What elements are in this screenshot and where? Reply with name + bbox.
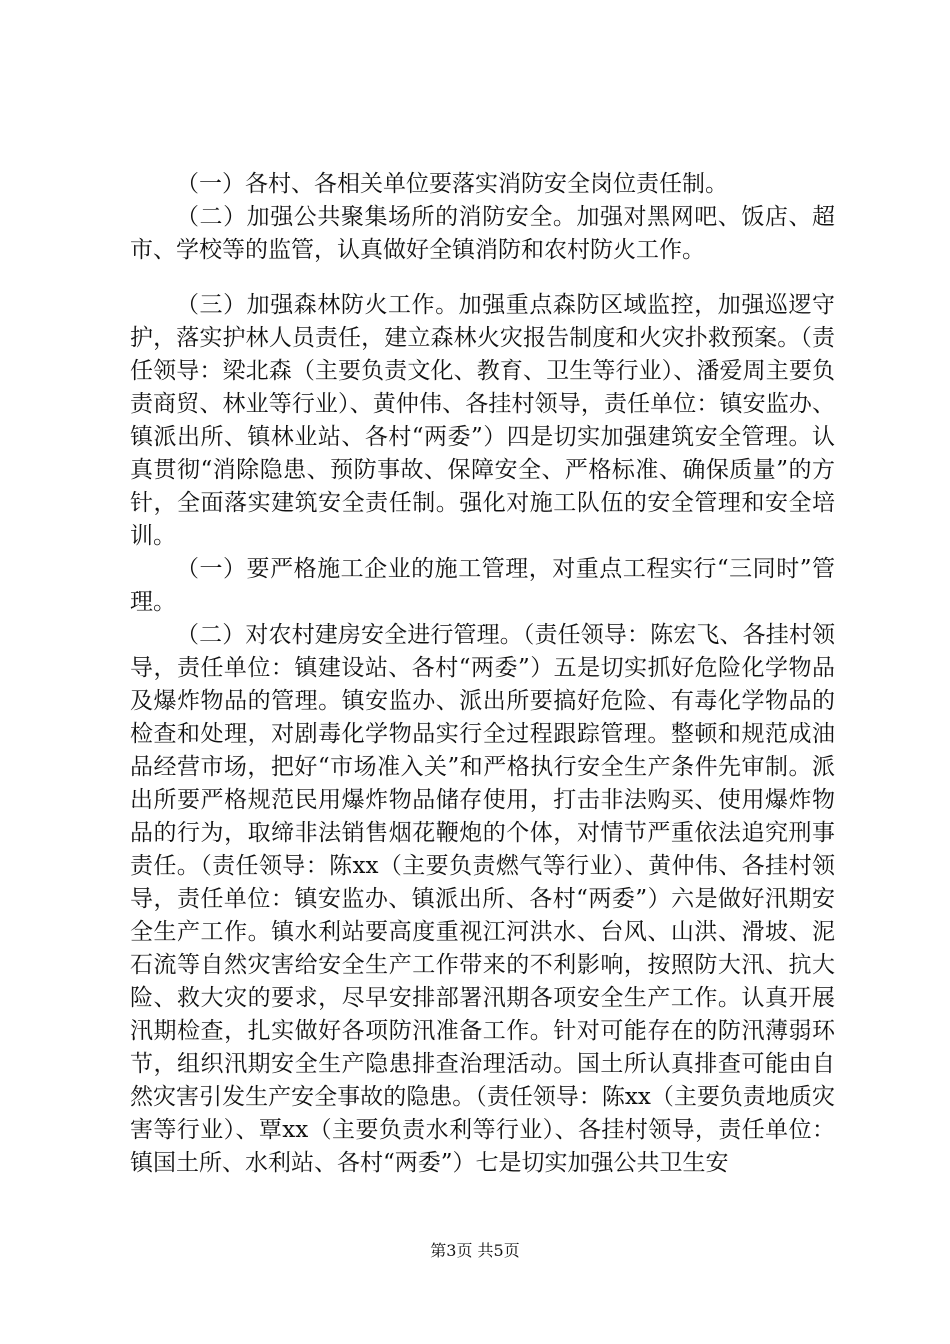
- paragraph-1: （一）各村、各相关单位要落实消防安全岗位责任制。: [176, 171, 728, 197]
- paragraph-2: （二）加强公共聚集场所的消防安全。加强对黑网吧、饭店、超市、学校等的监管，认真做好全镇消防和农村防火工作。: [130, 204, 835, 263]
- paragraph-5: （二）对农村建房安全进行管理。（责任领导：陈宏飞、各挂村领导，责任单位：镇建设站、各村“两委”）五是切实抓好危险化学物品及爆炸物品的管理。镇安监办、派出所要搞好危险、有毒化学物品的检查和处理，对剧毒化学物品实行全过程跟踪管理。整顿和规范成油品经营市场，把好“市场准入关”和严格执行安全生产条件先审制。派出所要严格规范民用爆炸物品储存使用，打击非法购买、使用爆炸物品的行为，取缔非法销售烟花鞭炮的个体，对情节严重依法追究刑事责任。（责任领导：陈xx（主要负责燃气等行业）、黄仲伟、各挂村领导，责任单位：镇安监办、镇派出所、各村“两委”）六是做好汛期安全生产工作。镇水利站要高度重视江河洪水、台风、山洪、滑坡、泥石流等自然灾害给安全生产工作带来的不利影响，按照防大汛、抗大险、救大灾的要求，尽早安排部署汛期各项安全生产工作。认真开展汛期检查，扎实做好各项防汛准备工作。针对可能存在的防汛薄弱环节，组织汛期安全生产隐患排查治理活动。国土所认真排查可能由自然灾害引发生产安全事故的隐患。（责任领导：陈xx（主要负责地质灾害等行业）、覃xx（主要负责水利等行业）、各挂村领导，责任单位：镇国土所、水利站、各村“两委”）七是切实加强公共卫生安: [130, 622, 835, 1176]
- document-body: [130, 168, 835, 1180]
- paragraph-4: （一）要严格施工企业的施工管理，对重点工程实行“三同时”管理。: [130, 556, 835, 615]
- paragraph-3: （三）加强森林防火工作。加强重点森防区域监控，加强巡逻守护，落实护林人员责任，建立森林火灾报告制度和火灾扑救预案。（责任领导：梁北森（主要负责文化、教育、卫生等行业）、潘爱周主要负责商贸、林业等行业）、黄仲伟、各挂村领导，责任单位：镇安监办、镇派出所、镇林业站、各村“两委”）四是切实加强建筑安全管理。认真贯彻“消除隐患、预防事故、保障安全、严格标准、确保质量”的方针，全面落实建筑安全责任制。强化对施工队伍的安全管理和安全培训。: [130, 292, 835, 549]
- page-footer: 第3页 共5页: [430, 1241, 520, 1260]
